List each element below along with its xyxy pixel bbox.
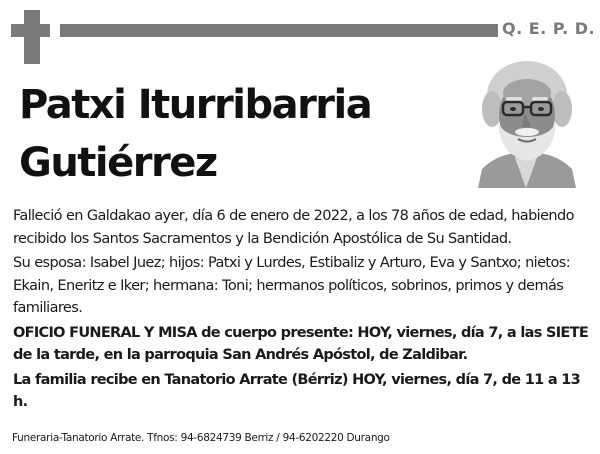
cross-icon [24,10,40,64]
header-divider [60,24,498,37]
wake-info-paragraph: La familia recibe en Tanatorio Arrate (Bérriz) HOY, viernes, día 7, de 11 a 13 h. [13,371,581,410]
deceased-name-last: Gutiérrez [19,140,217,186]
cross-icon-bar [11,24,50,37]
funeral-service-paragraph: OFICIO FUNERAL Y MISA de cuerpo presente: HOY, viernes, día 7, a las SIETE de la tarde, en la parroquia San Andrés Apóstol, de Zaldibar. [13,324,589,363]
funeral-home-footer: Funeraria-Tanatorio Arrate. Tfnos: 94-6824739 Berriz / 94-6202220 Durango [12,432,390,444]
death-notice-paragraph: Falleció en Galdakao ayer, día 6 de enero de 2022, a los 78 años de edad, habiendo recibido los Santos Sacramentos y la Bendición Apostólica de Su Santidad. [13,208,574,247]
qepd-label: Q. E. P. D. [502,19,596,38]
portrait-photo [476,57,577,188]
deceased-name-first: Patxi Iturribarria [19,82,372,128]
obituary-body [13,205,591,416]
family-paragraph: Su esposa: Isabel Juez; hijos: Patxi y Lurdes, Estibaliz y Arturo, Eva y Santxo; nietos: Ekain, Eneritz e Iker; hermana: Toni; hermanos políticos, sobrinos, primos y demás familiares. [13,255,571,316]
